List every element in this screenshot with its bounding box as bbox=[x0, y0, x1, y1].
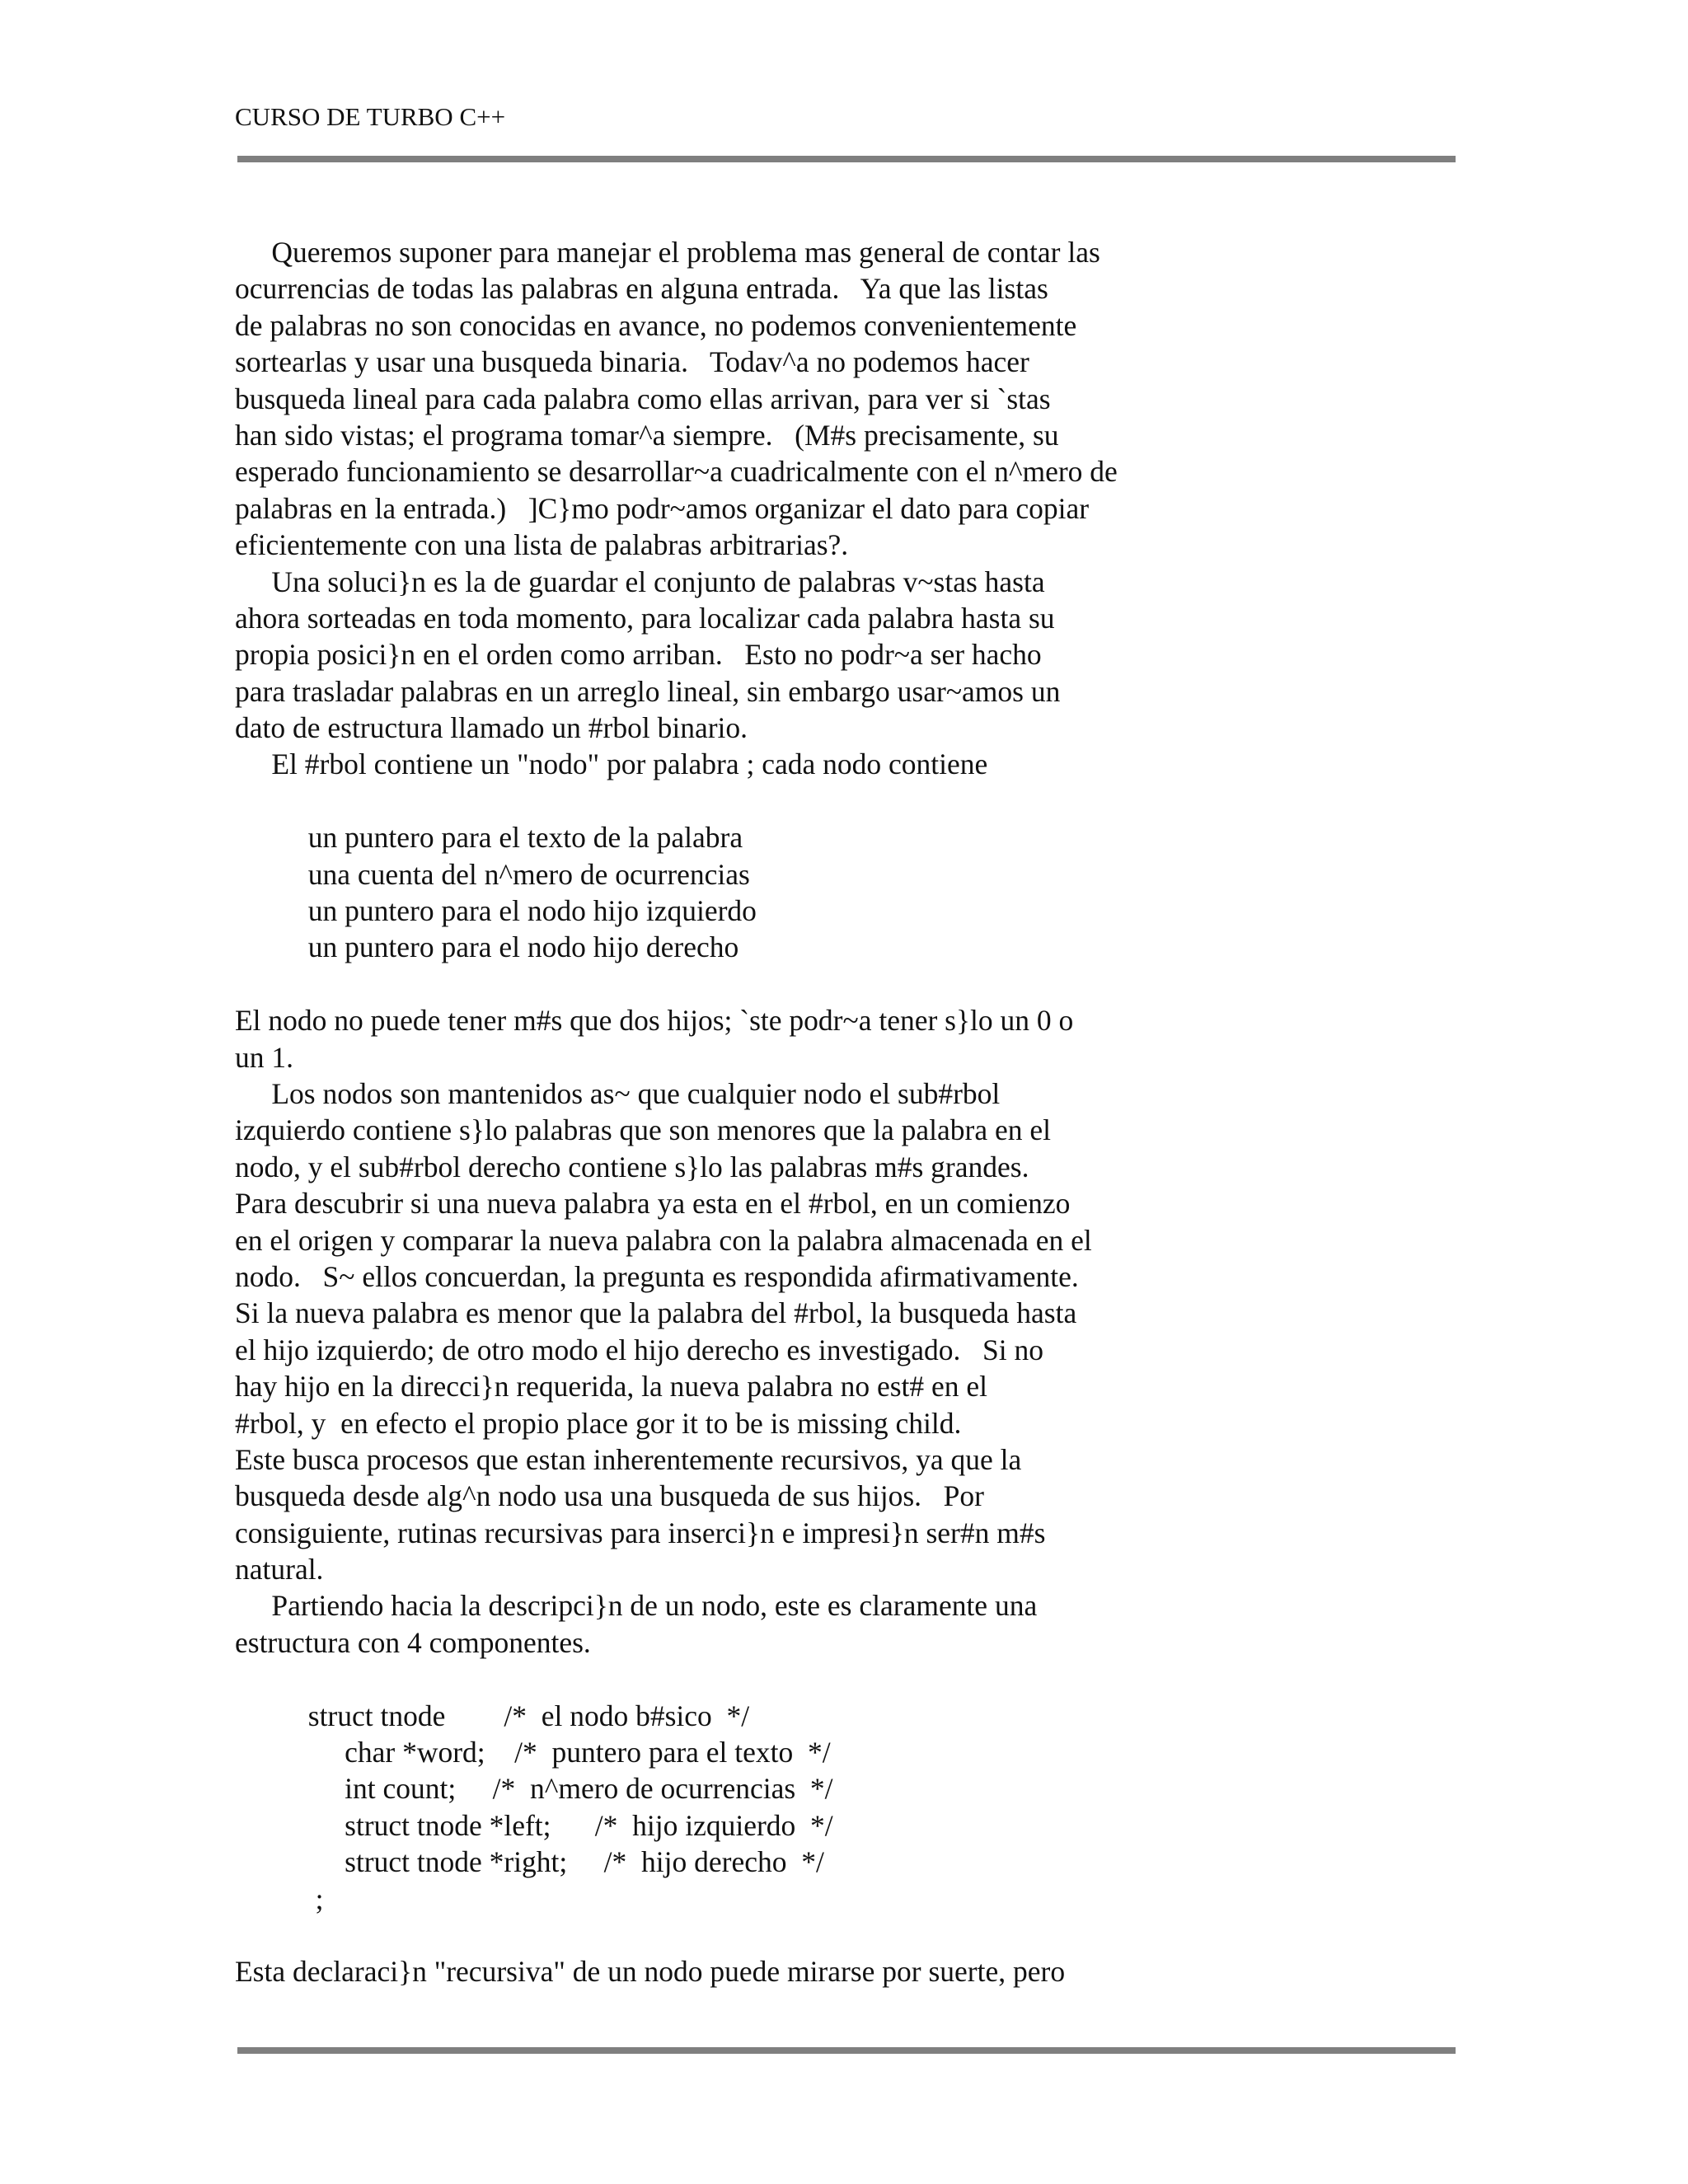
text-line: estructura con 4 componentes. bbox=[235, 1625, 591, 1659]
text-line: busqueda desde alg^n nodo usa una busqueda de sus hijos. Por bbox=[235, 1479, 984, 1513]
text-line bbox=[235, 783, 1118, 819]
text-line: Para descubrir si una nueva palabra ya esta en el #rbol, en un comienzo bbox=[235, 1187, 1071, 1221]
text-line: sortearlas y usar una busqueda binaria. Todav^a no podemos hacer bbox=[235, 345, 1029, 379]
text-line: ocurrencias de todas las palabras en alguna entrada. Ya que las listas bbox=[235, 272, 1048, 306]
text-line: el hijo izquierdo; de otro modo el hijo derecho es investigado. Si no bbox=[235, 1333, 1043, 1366]
text-line: Si la nueva palabra es menor que la palabra del #rbol, la busqueda hasta bbox=[235, 1296, 1077, 1330]
text-line: palabras en la entrada.) ]C}mo podr~amos organizar el dato para copiar bbox=[235, 491, 1090, 525]
text-line: Queremos suponer para manejar el problema mas general de contar las bbox=[235, 236, 1100, 269]
text-line: un puntero para el texto de la palabra bbox=[235, 821, 743, 855]
text-line bbox=[235, 966, 1118, 1002]
text-line: un puntero para el nodo hijo izquierdo bbox=[235, 894, 757, 928]
text-line bbox=[235, 1661, 1118, 1697]
text-line: hay hijo en la direcci}n requerida, la nueva palabra no est# en el bbox=[235, 1370, 988, 1404]
text-line: propia posici}n en el orden como arriban. Esto no podr~a ser hacho bbox=[235, 638, 1042, 672]
text-line: Una soluci}n es la de guardar el conjunto de palabras v~stas hasta bbox=[235, 565, 1045, 598]
text-line: esperado funcionamiento se desarrollar~a cuadricalmente con el n^mero de bbox=[235, 455, 1118, 489]
text-line: El nodo no puede tener m#s que dos hijos; `ste podr~a tener s}lo un 0 o bbox=[235, 1004, 1074, 1038]
text-line: El #rbol contiene un "nodo" por palabra ; cada nodo contiene bbox=[235, 748, 988, 781]
text-line: busqueda lineal para cada palabra como ellas arrivan, para ver si `stas bbox=[235, 382, 1051, 415]
text-line: struct tnode *left; /* hijo izquierdo */ bbox=[235, 1808, 833, 1842]
text-line: han sido vistas; el programa tomar^a siempre. (M#s precisamente, su bbox=[235, 418, 1059, 452]
text-line: char *word; /* puntero para el texto */ bbox=[235, 1736, 831, 1769]
text-line: Los nodos son mantenidos as~ que cualquier nodo el sub#rbol bbox=[235, 1076, 1001, 1110]
text-line: Esta declaraci}n "recursiva" de un nodo puede mirarse por suerte, pero bbox=[235, 1955, 1066, 1989]
text-line: ; bbox=[235, 1882, 324, 1915]
running-header: CURSO DE TURBO C++ bbox=[235, 102, 506, 131]
text-line: Este busca procesos que estan inherentemente recursivos, ya que la bbox=[235, 1442, 1022, 1476]
text-line: nodo, y el sub#rbol derecho contiene s}lo las palabras m#s grandes. bbox=[235, 1150, 1029, 1183]
text-line: dato de estructura llamado un #rbol binario. bbox=[235, 711, 748, 745]
text-line: una cuenta del n^mero de ocurrencias bbox=[235, 857, 750, 891]
text-line: int count; /* n^mero de ocurrencias */ bbox=[235, 1772, 833, 1806]
text-line: struct tnode /* el nodo b#sico */ bbox=[235, 1699, 750, 1732]
footer-rule bbox=[237, 2047, 1456, 2054]
text-line: izquierdo contiene s}lo palabras que son menores que la palabra en el bbox=[235, 1113, 1051, 1147]
text-line: struct tnode *right; /* hijo derecho */ bbox=[235, 1845, 824, 1879]
text-line: un puntero para el nodo hijo derecho bbox=[235, 930, 739, 964]
text-line: un 1. bbox=[235, 1040, 293, 1074]
text-line: para trasladar palabras en un arreglo lineal, sin embargo usar~amos un bbox=[235, 674, 1061, 708]
text-line: en el origen y comparar la nueva palabra con la palabra almacenada en el bbox=[235, 1223, 1092, 1257]
text-line: Partiendo hacia la descripci}n de un nodo, este es claramente una bbox=[235, 1589, 1038, 1623]
text-line: ahora sorteadas en toda momento, para localizar cada palabra hasta su bbox=[235, 601, 1055, 635]
text-line: consiguiente, rutinas recursivas para inserci}n e impresi}n ser#n m#s bbox=[235, 1516, 1046, 1549]
text-line: de palabras no son conocidas en avance, no podemos convenientemente bbox=[235, 308, 1077, 342]
text-line: nodo. S~ ellos concuerdan, la pregunta es respondida afirmativamente. bbox=[235, 1259, 1079, 1293]
text-line: natural. bbox=[235, 1553, 324, 1586]
header-rule bbox=[237, 156, 1456, 162]
text-line bbox=[235, 1917, 1118, 1953]
text-line: #rbol, y en efecto el propio place gor it to be is missing child. bbox=[235, 1406, 962, 1440]
text-line: eficientemente con una lista de palabras arbitrarias?. bbox=[235, 528, 849, 562]
body-text bbox=[235, 234, 1118, 1990]
